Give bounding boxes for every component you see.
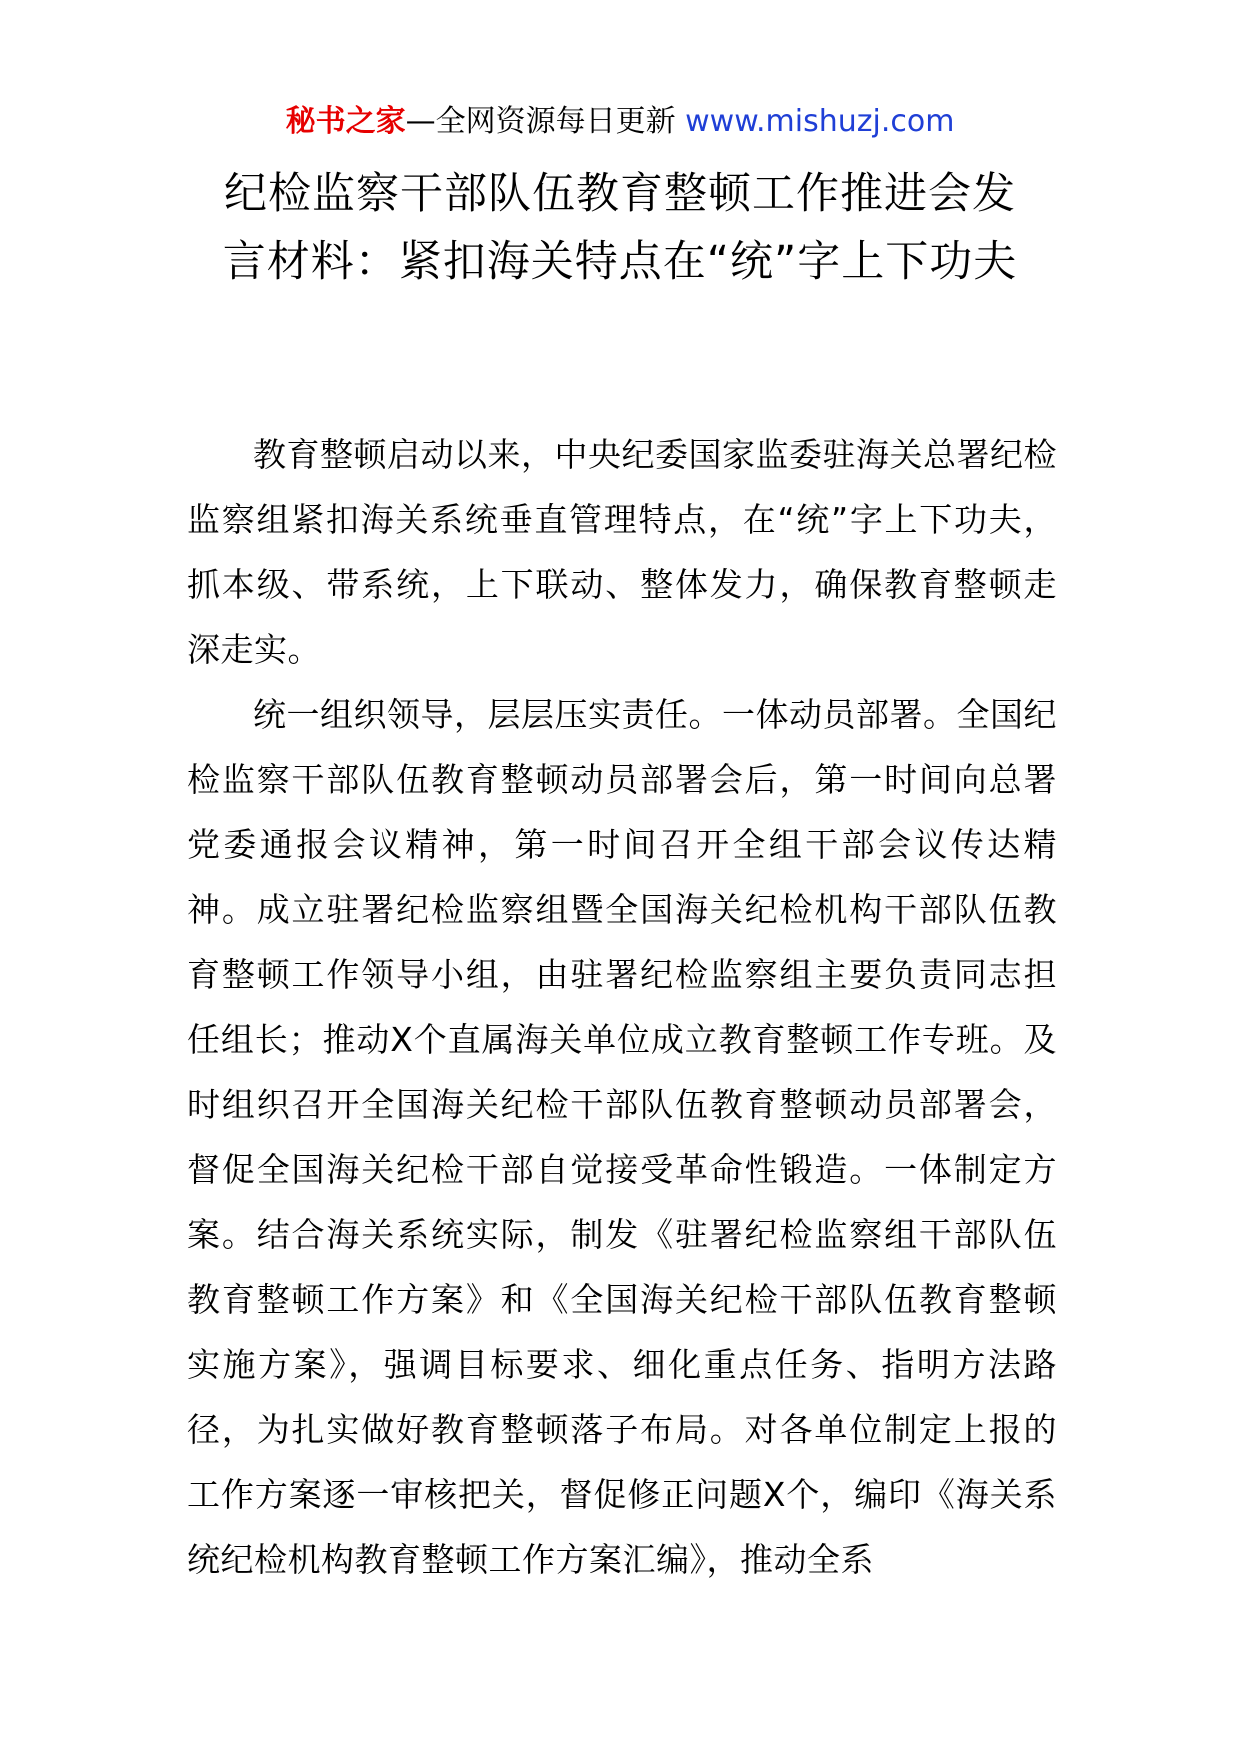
body-paragraph: 教育整顿启动以来，中央纪委国家监委驻海关总署纪检监察组紧扣海关系统垂直管理特点，在“统”字上下功夫，抓本级、带系统，上下联动、整体发力，确保教育整顿走深走实。 bbox=[187, 435, 1057, 669]
document-title: 纪检监察干部队伍教育整顿工作推进会发言材料：紧扣海关特点在“统”字上下功夫 bbox=[222, 169, 1018, 287]
document-body bbox=[187, 422, 1057, 1592]
site-slogan: —全网资源每日更新 bbox=[405, 104, 686, 139]
body-paragraph: 统一组织领导，层层压实责任。一体动员部署。全国纪检监察干部队伍教育整顿动员部署会后，第一时间向总署党委通报会议精神，第一时间召开全组干部会议传达精神。成立驻署纪检监察组暨全国海关纪检机构干部队伍教育整顿工作领导小组，由驻署纪检监察组主要负责同志担任组长；推动X个直属海关单位成立教育整顿工作专班。及时组织召开全国海关纪检干部队伍教育整顿动员部署会，督促全国海关纪检干部自觉接受革命性锻造。一体制定方案。结合海关系统实际，制发《驻署纪检监察组干部队伍教育整顿工作方案》和《全国海关纪检干部队伍教育整顿实施方案》，强调目标要求、细化重点任务、指明方法路径，为扎实做好教育整顿落子布局。对各单位制定上报的工作方案逐一审核把关，督促修正问题X个，编印《海关系统纪检机构教育整顿工作方案汇编》，推动全系 bbox=[187, 695, 1057, 1579]
site-brand-name: 秘书之家 bbox=[285, 104, 406, 139]
site-url-link[interactable]: www.mishuzj.com bbox=[685, 104, 955, 139]
site-banner bbox=[0, 100, 1240, 144]
